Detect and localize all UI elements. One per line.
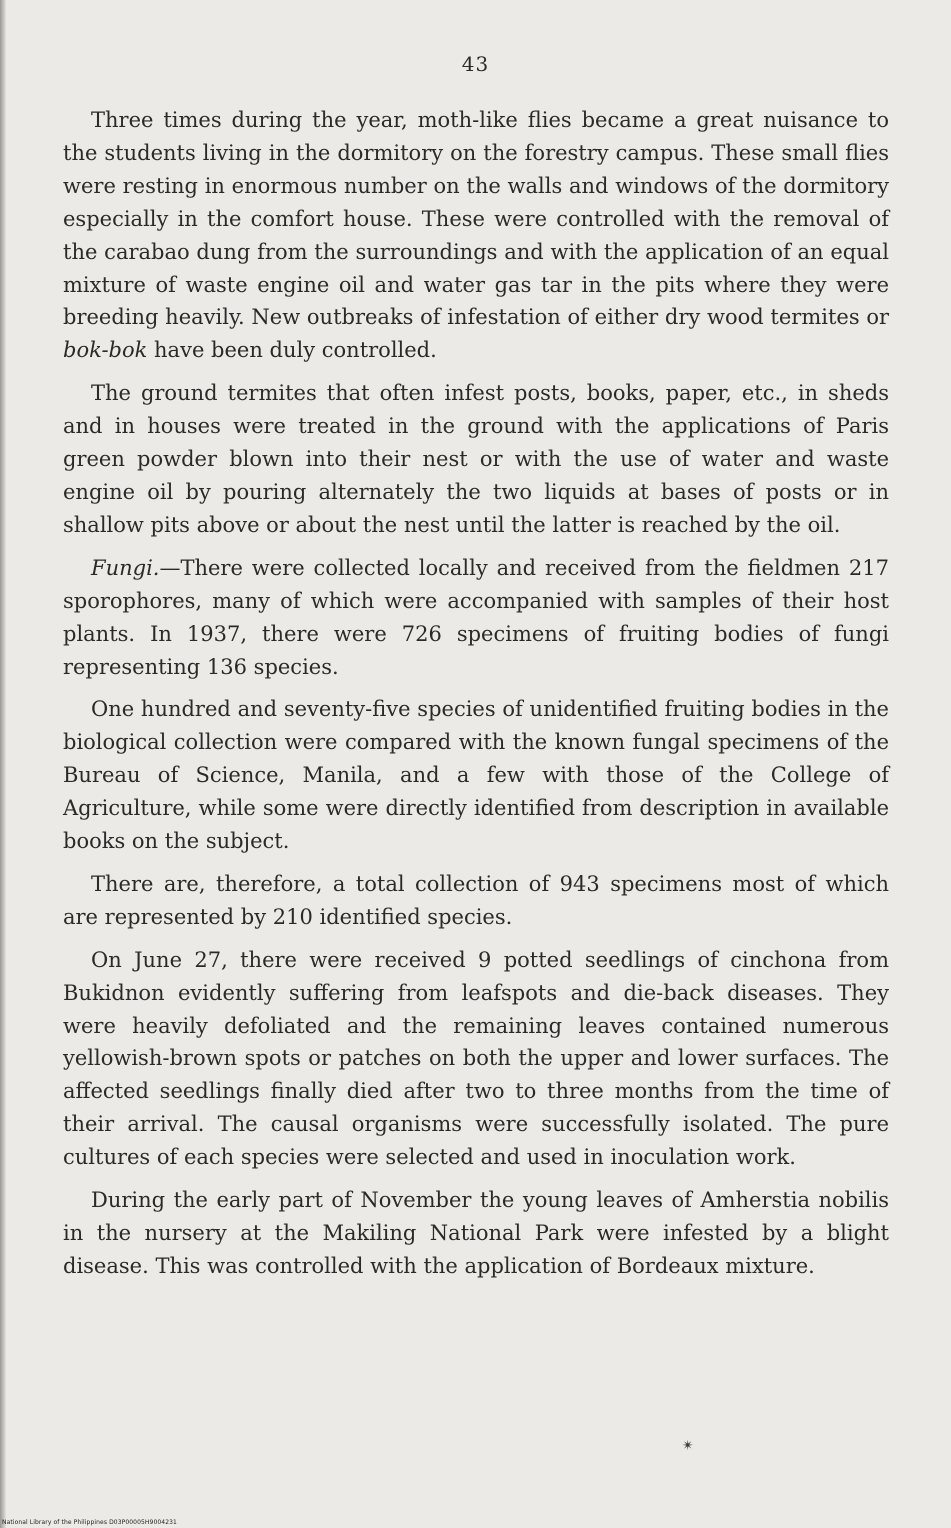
ink-mark: ✴ [682,1438,694,1454]
paragraph-text: Three times during the year, moth-like flies became a great nuisance to the students living in the dormitory on the forestry campus. These small flies were resting in enormous number on the walls and windows of the dormitory especially in the comfort house. These were controlled with the removal of the carabao dung from the surroundings and with the application of an equal mixture of waste engine oil and water gas tar in the pits where they were breeding heavily. New outbreaks of infestation of either dry wood termites or [63,108,889,330]
paragraph-cinchona-seedlings: On June 27, there were received 9 potted seedlings of cinchona from Bukidnon evidently suffering from leafspots and die-back diseases. They were heavily defoliated and the remaining leaves contained numerous yellowish-brown spots or patches on both the upper and lower surfaces. The affected seedlings finally died after two to three months from the time of their arrival. The causal organisms were successfully isolated. The pure cultures of each species were selected and used in inoculation work. [63,947,889,1170]
paragraph-text: —There were collected locally and received from the fieldmen 217 sporophores, many of which were accompanied with samples of their host plants. In 1937, there were 726 specimens of fruiting bodies of fungi representing 136 species. [63,555,889,679]
italic-term: bok-bok [63,338,148,363]
paragraph-text: have been duly controlled. [147,338,437,363]
paragraph-fungi [63,552,889,684]
paragraph-moth-flies [63,104,889,367]
paragraph-amherstia-blight: During the early part of November the young leaves of Amherstia nobilis in the nursery at the Makiling National Park were infested by a blight disease. This was controlled with the application of Bordeaux mixture. [63,1188,889,1278]
paragraph-total-collection: There are, therefore, a total collection of 943 specimens most of which are represented by 210 identified species. [63,871,889,929]
page-body [63,104,889,1293]
scan-footer-label: National Library of the Philippines D03P00005H9004231 [2,1519,177,1526]
page-number: 43 [461,52,490,76]
italic-heading: Fungi. [91,555,160,580]
page-edge-shadow [0,0,6,1528]
paragraph-unidentified-species: One hundred and seventy-five species of unidentified fruiting bodies in the biological collection were compared with the known fungal specimens of the Bureau of Science, Manila, and a few with those of the College of Agriculture, while some were directly identified from description in available books on the subject. [63,697,889,854]
paragraph-ground-termites: The ground termites that often infest posts, books, paper, etc., in sheds and in houses were treated in the ground with the applications of Paris green powder blown into their nest or with the use of water and waste engine oil by pouring alternately the two liquids at bases of posts or in shallow pits above or about the nest until the latter is reached by the oil. [63,381,889,537]
